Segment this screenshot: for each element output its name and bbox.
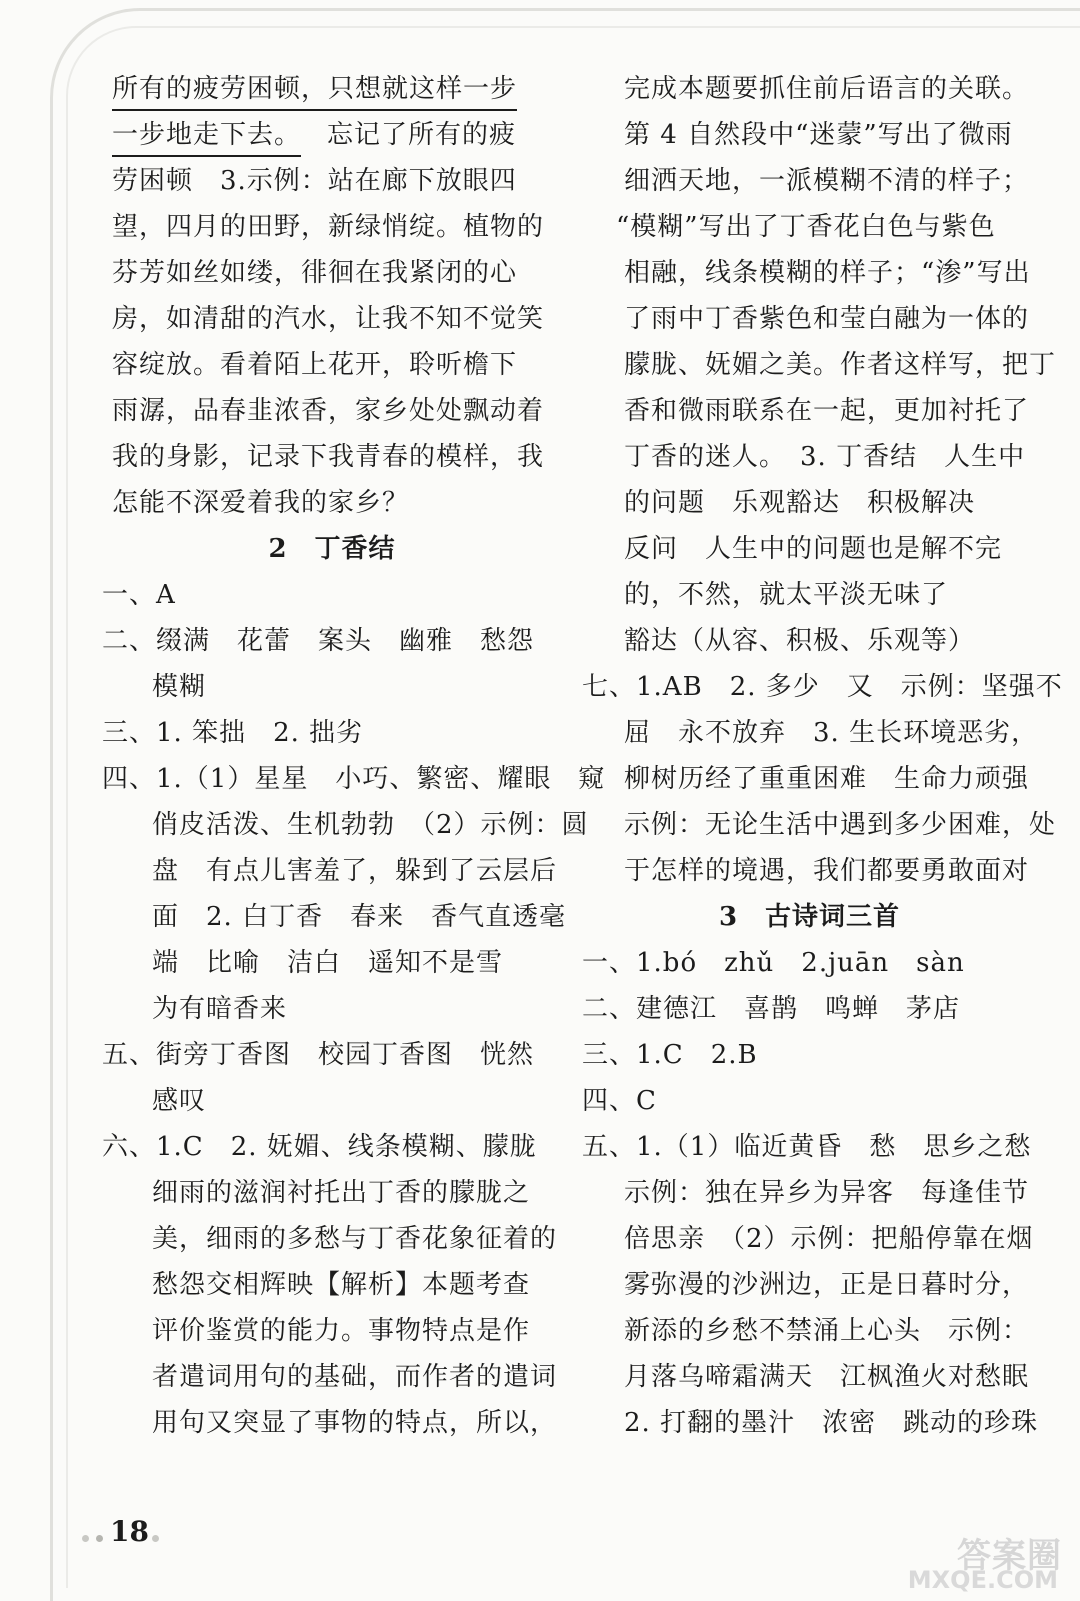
answer-line: 丁香的迷人。 3. 丁香结 人生中 <box>624 442 1026 472</box>
answer-line: 用句又突显了事物的特点，所以， <box>152 1408 558 1438</box>
answer-line: 反问 人生中的问题也是解不完 <box>624 534 1003 564</box>
answer-line: 五、街旁丁香图 校园丁香图 恍然 <box>102 1040 535 1070</box>
answer-line: 盘 有点儿害羞了，躲到了云层后 <box>152 856 558 886</box>
answer-line: 完成本题要抓住前后语言的关联。 <box>624 74 1030 104</box>
answer-line: 七、1.AB 2. 多少 又 示例：坚强不 <box>582 672 1063 702</box>
underlined-text: 所有的疲劳困顿，只想就这样一步 <box>112 69 517 111</box>
answer-line: 感叹 <box>152 1086 207 1116</box>
answer-line: 二、建德江 喜鹊 鸣蝉 茅店 <box>582 994 961 1024</box>
text-line <box>112 112 552 158</box>
text-fragment: 忘记了所有的疲 <box>327 120 517 150</box>
answer-line: 三、1.C 2.B <box>582 1040 758 1070</box>
answer-line: 雾弥漫的沙洲边，正是日暮时分， <box>624 1270 1030 1300</box>
answer-line: 示例：独在异乡为异客 每逢佳节 <box>624 1178 1030 1208</box>
watermark-logo: 答案圈 <box>957 1536 1062 1576</box>
decorative-dot <box>82 1535 89 1542</box>
answer-line: “模糊”写出了丁香花白色与紫色 <box>616 212 996 242</box>
answer-line: 模糊 <box>152 672 207 702</box>
answer-line: 四、1.（1）星星 小巧、繁密、耀眼 窥 <box>102 764 606 794</box>
answer-line: 朦胧、妩媚之美。作者这样写，把丁 <box>624 350 1057 380</box>
text-line: 望，四月的田野，新绿悄绽。植物的 <box>112 212 545 242</box>
answer-line: 香和微雨联系在一起，更加衬托了 <box>624 396 1030 426</box>
text-line: 容绽放。看着陌上花开，聆听檐下 <box>112 350 518 380</box>
answer-line: 2. 打翻的墨汁 浓密 跳动的珍珠 <box>624 1408 1039 1438</box>
answer-line: 面 2. 白丁香 春来 香气直透毫 <box>152 902 567 932</box>
answer-line: 相融，线条模糊的样子；“渗”写出 <box>624 258 1031 288</box>
answer-line: 评价鉴赏的能力。事物特点是作 <box>152 1316 531 1346</box>
answer-line: 俏皮活泼、生机勃勃 （2）示例：圆 <box>152 810 589 840</box>
answer-line: 柳树历经了重重困难 生命力顽强 <box>624 764 1030 794</box>
page-number: 18 <box>110 1515 149 1548</box>
decorative-dot <box>152 1535 159 1542</box>
answer-line: 一、1.bó zhǔ 2.juān sàn <box>582 948 965 978</box>
text-line: 雨潺，品春韭浓香，家乡处处飘动着 <box>112 396 545 426</box>
section-title: 3 古诗词三首 <box>718 902 901 932</box>
answer-line: 六、1.C 2. 妩媚、线条模糊、朦胧 <box>102 1132 537 1162</box>
answer-line: 细雨的滋润衬托出丁香的朦胧之 <box>152 1178 531 1208</box>
answer-line: 示例：无论生活中遇到多少困难，处 <box>624 810 1057 840</box>
text-line <box>112 66 552 112</box>
answer-line: 三、1. 笨拙 2. 拙劣 <box>102 718 364 748</box>
text-line: 劳困顿 3.示例：站在廊下放眼四 <box>112 166 517 196</box>
answer-line: 愁怨交相辉映【解析】本题考查 <box>152 1270 531 1300</box>
answer-line: 端 比喻 洁白 遥知不是雪 <box>152 948 504 978</box>
answer-line: 屈 永不放弃 3. 生长环境恶劣， <box>624 718 1039 748</box>
answer-line: 二、缀满 花蕾 案头 幽雅 愁怨 <box>102 626 535 656</box>
watermark-url: MXQE.COM <box>907 1566 1058 1594</box>
answer-line: 者遣词用句的基础，而作者的遣词 <box>152 1362 558 1392</box>
answer-line: 豁达（从容、积极、乐观等） <box>624 626 976 656</box>
section-title: 2 丁香结 <box>268 534 396 564</box>
answer-line: 为有暗香来 <box>152 994 288 1024</box>
text-line: 房，如清甜的汽水，让我不知不觉笑 <box>112 304 545 334</box>
text-line: 怎能不深爱着我的家乡？ <box>112 488 410 518</box>
answer-line: 美，细雨的多愁与丁香花象征着的 <box>152 1224 558 1254</box>
answer-line: 了雨中丁香紫色和莹白融为一体的 <box>624 304 1030 334</box>
answer-line: 的，不然，就太平淡无味了 <box>624 580 949 610</box>
answer-line: 五、1.（1）临近黄昏 愁 思乡之愁 <box>582 1132 1032 1162</box>
answer-line: 新添的乡愁不禁涌上心头 示例： <box>624 1316 1030 1346</box>
right-column <box>582 66 1063 1446</box>
left-column <box>102 66 606 1446</box>
underlined-text: 一步地走下去。 <box>112 115 301 157</box>
answer-line: 第 4 自然段中“迷蒙”写出了微雨 <box>624 120 1013 150</box>
answer-line: 于怎样的境遇，我们都要勇敢面对 <box>624 856 1030 886</box>
text-line: 我的身影，记录下我青春的模样，我 <box>112 442 545 472</box>
answer-line: 细洒天地，一派模糊不清的样子； <box>624 166 1030 196</box>
answer-line: 倍思亲 （2）示例：把船停靠在烟 <box>624 1224 1034 1254</box>
answer-line: 一、A <box>102 580 176 610</box>
answer-line: 月落乌啼霜满天 江枫渔火对愁眠 <box>624 1362 1030 1392</box>
answer-line: 四、C <box>582 1086 657 1116</box>
answer-line: 的问题 乐观豁达 积极解决 <box>624 488 976 518</box>
decorative-dot <box>96 1535 103 1542</box>
text-line: 芬芳如丝如缕，徘徊在我紧闭的心 <box>112 258 518 288</box>
